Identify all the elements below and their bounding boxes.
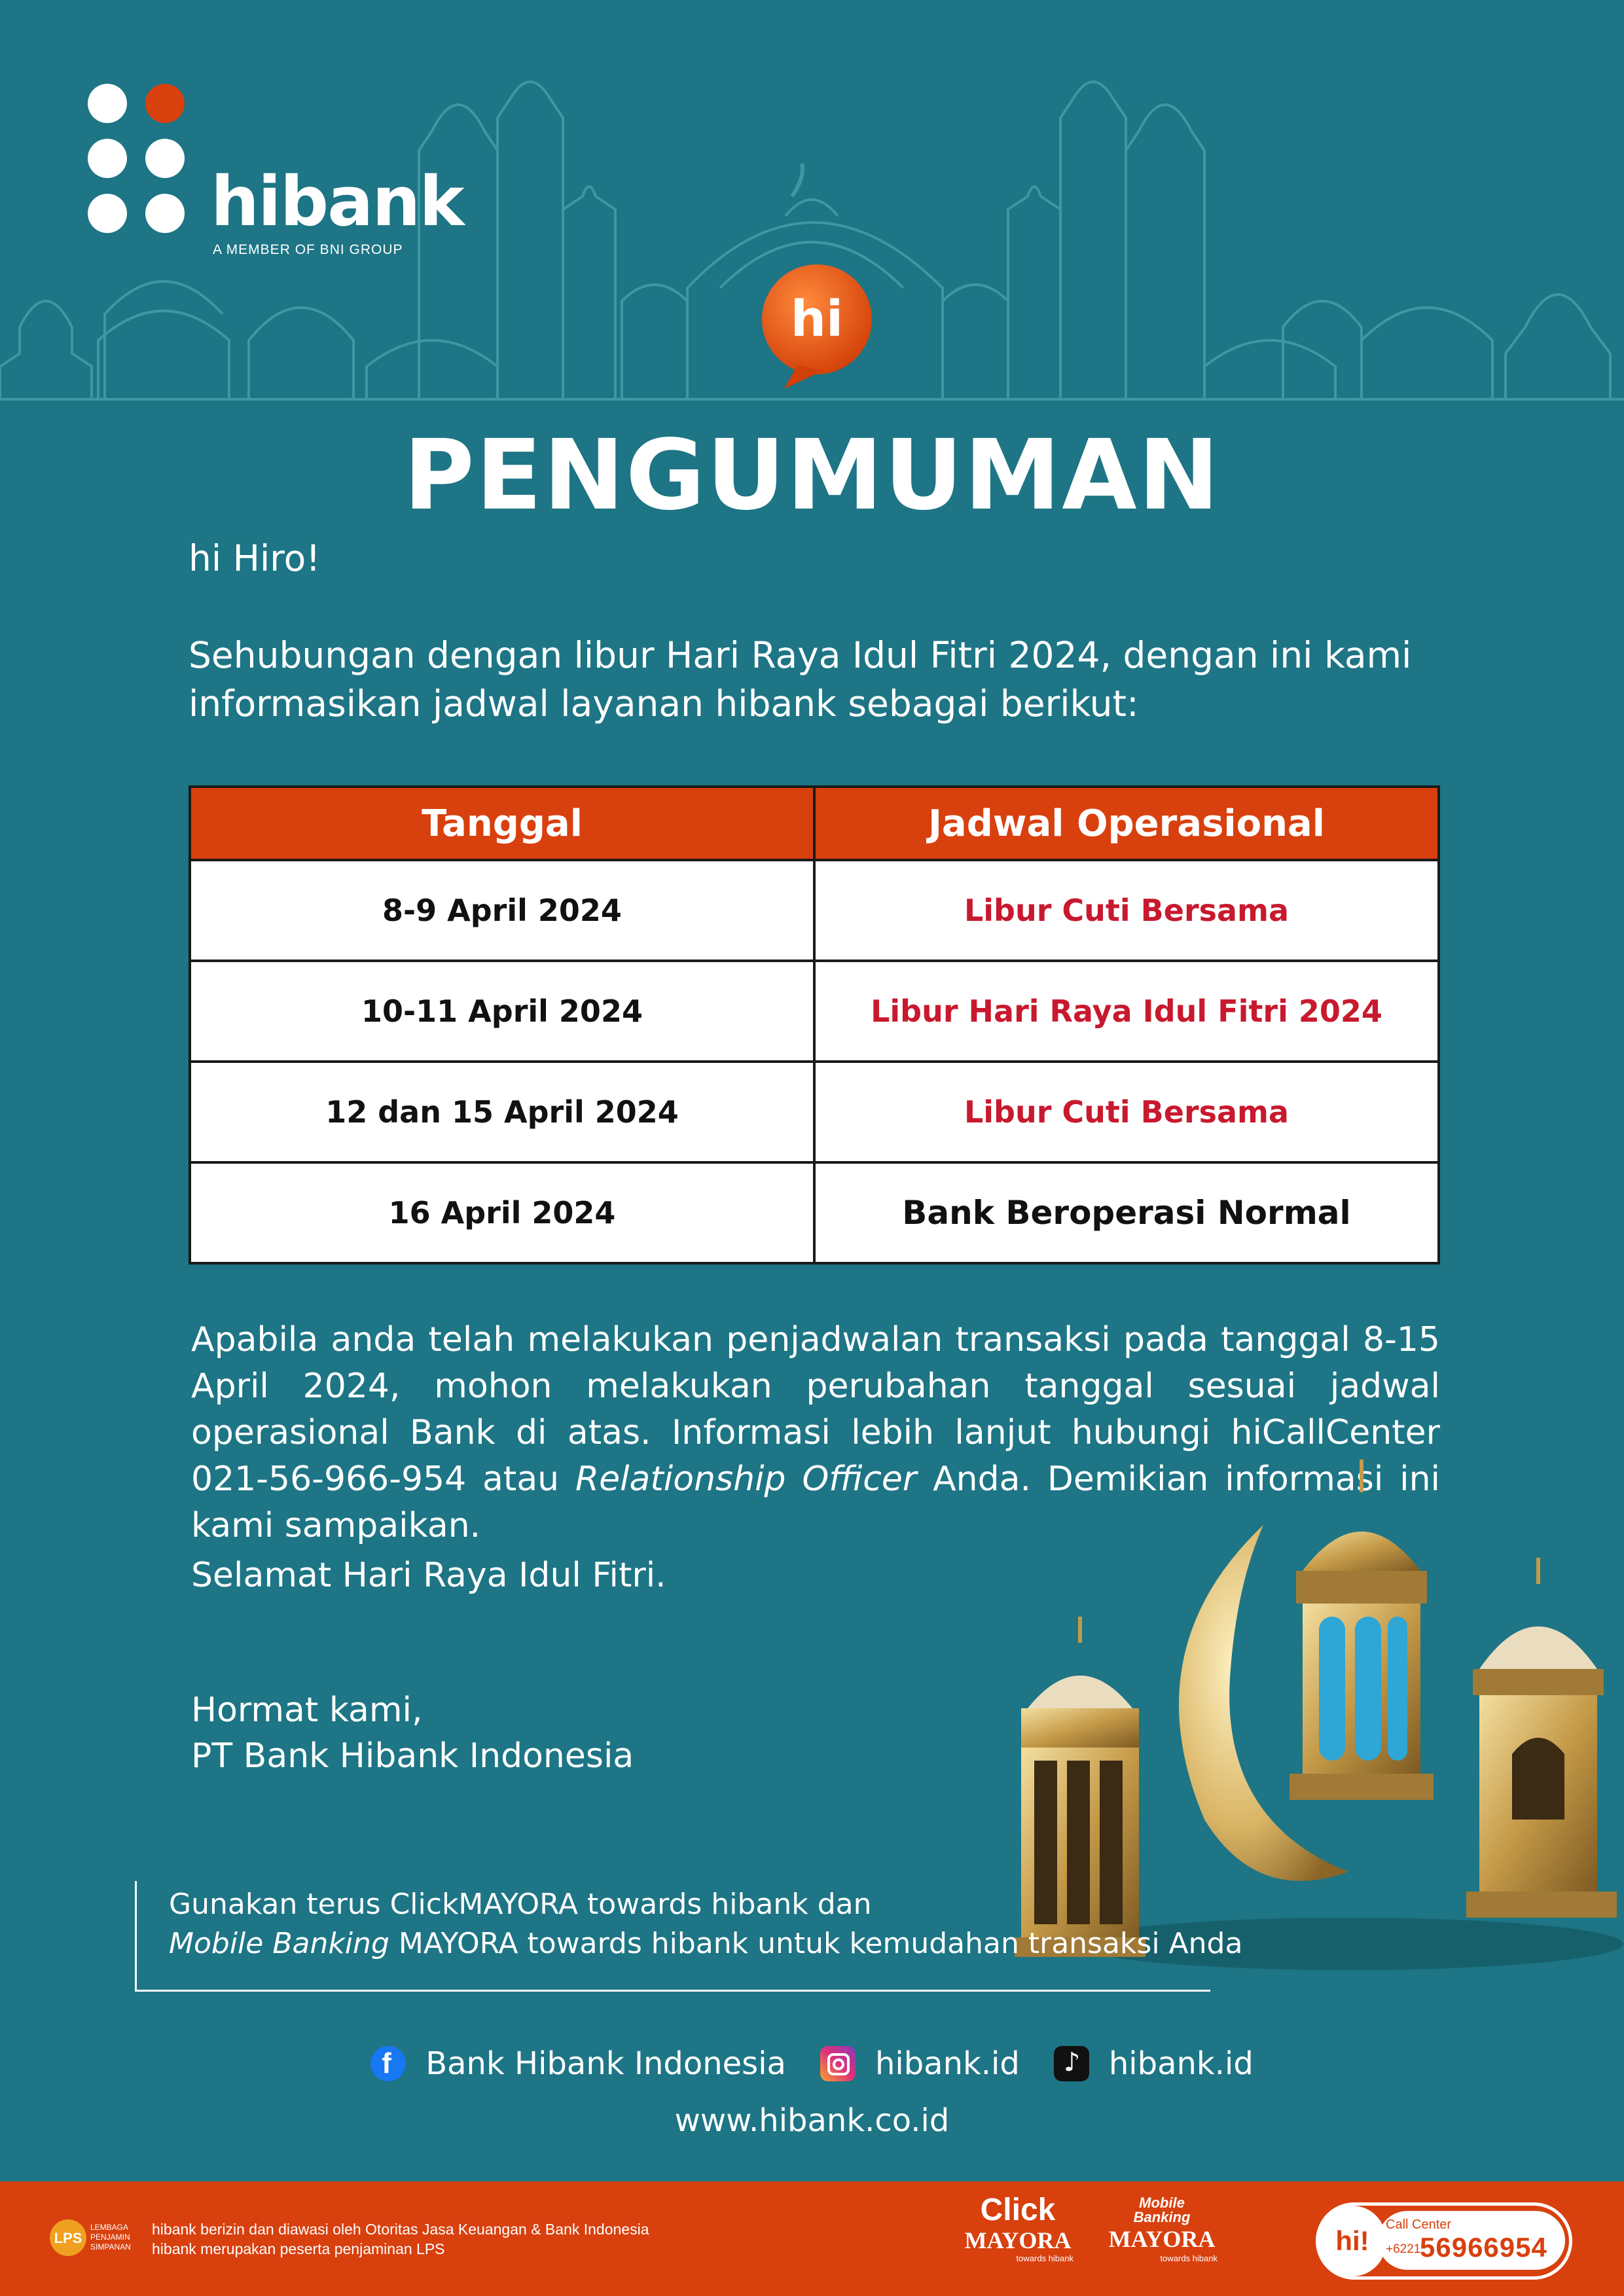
promo-line-1: Gunakan terus ClickMAYORA towards hibank dan [169,1888,872,1921]
row-date: 12 dan 15 April 2024 [190,1062,814,1162]
promo-line-2-rest: MAYORA towards hibank untuk kemudahan transaksi Anda [389,1927,1243,1960]
row-schedule: Libur Cuti Bersama [814,860,1439,961]
footer-regulatory-text [152,2219,649,2259]
svg-text:SIMPANAN: SIMPANAN [90,2242,131,2251]
instagram-icon [820,2046,856,2081]
promo-line-2 [169,1924,1242,1964]
table-header-row [190,787,1439,860]
eid-greeting: Selamat Hari Raya Idul Fitri. [191,1556,666,1595]
table-row [190,1162,1439,1263]
hibank-logo-icon [88,84,187,234]
intro-paragraph: Sehubungan dengan libur Hari Raya Idul Fitri 2024, dengan ini kami informasikan jadwal layanan hibank sebagai berikut: [189,634,1412,725]
row-date: 16 April 2024 [190,1162,814,1263]
call-center-prefix: +6221 [1386,2242,1421,2256]
call-center-hi-icon: hi! [1319,2206,1386,2276]
table-row [190,961,1439,1062]
social-links [0,2041,1624,2087]
page-title: PENGUMUMAN [403,419,1221,531]
promo-italic: Mobile Banking [169,1927,389,1960]
social-label: Bank Hibank Indonesia [425,2045,786,2082]
social-label: hibank.id [1108,2045,1254,2082]
tiktok-icon: ♪ [1054,2046,1089,2081]
table-row [190,1062,1439,1162]
call-center-label: Call Center [1386,2217,1452,2232]
closing-text-start: Apabila anda telah melakukan penjadwalan transaksi pada tanggal 8-15 April 2024, mohon melakukan perubahan tanggal sesuai jadwal operasional Bank di atas. Informasi lebih lanjut hubungi hiCallCenter 021-56-966-954 atau [191,1320,1440,1499]
mb-sub: towards hibank [1160,2253,1218,2263]
row-date: 10-11 April 2024 [190,961,814,1062]
header-schedule: Jadwal Operasional [814,787,1439,860]
mb-mid: MAYORA [1108,2226,1216,2252]
call-center-number: 56966954 [1420,2232,1547,2263]
header-date: Tanggal [190,787,814,860]
greeting: hi Hiro! [189,537,321,579]
signoff-line-2: PT Bank Hibank Indonesia [191,1736,634,1776]
clickmayora-logo [962,2193,1074,2264]
row-schedule: Libur Hari Raya Idul Fitri 2024 [814,961,1439,1062]
social-instagram[interactable] [820,2045,1020,2082]
mobile-banking-mayora-logo [1106,2196,1218,2264]
closing-text-italic: Relationship Officer [575,1460,917,1499]
bubble-text: hi [790,289,844,348]
logo-tagline: A MEMBER OF BNI GROUP [213,242,403,257]
social-facebook[interactable] [370,2045,786,2082]
footer-line-1: hibank berizin dan diawasi oleh Otoritas Jasa Keuangan & Bank Indonesia [152,2221,649,2238]
signoff-line-1: Hormat kami, [191,1691,423,1730]
facebook-icon: f [370,2046,406,2081]
clickmayora-mid: MAYORA [964,2227,1072,2253]
row-schedule: Libur Cuti Bersama [814,1062,1439,1162]
social-label: hibank.id [875,2045,1020,2082]
clickmayora-sub: towards hibank [1016,2253,1074,2263]
hi-chat-bubble-icon [758,260,876,391]
clickmayora-top: Click [980,2193,1056,2227]
social-tiktok[interactable] [1054,2045,1254,2082]
promo-text [169,1885,1242,1964]
closing-text-end: Anda. Demikian informasi ini kami sampaikan. [191,1460,1440,1545]
row-schedule: Bank Beroperasi Normal [814,1162,1439,1263]
signoff [191,1687,634,1779]
logo-wordmark: hibank [211,162,463,242]
footer-line-2: hibank merupakan peserta penjaminan LPS [152,2240,445,2257]
website-link[interactable]: www.hibank.co.id [674,2102,950,2139]
row-date: 8-9 April 2024 [190,860,814,961]
footer-bar [0,2181,1624,2296]
svg-text:LEMBAGA: LEMBAGA [90,2223,129,2232]
lps-logo-icon [48,2218,140,2257]
schedule-table [189,785,1440,1265]
svg-text:LPS: LPS [54,2230,82,2246]
call-center-badge[interactable] [1316,2202,1572,2280]
mb-top: Mobile Banking [1133,2195,1191,2225]
svg-text:PENJAMIN: PENJAMIN [90,2233,130,2242]
table-row [190,860,1439,961]
